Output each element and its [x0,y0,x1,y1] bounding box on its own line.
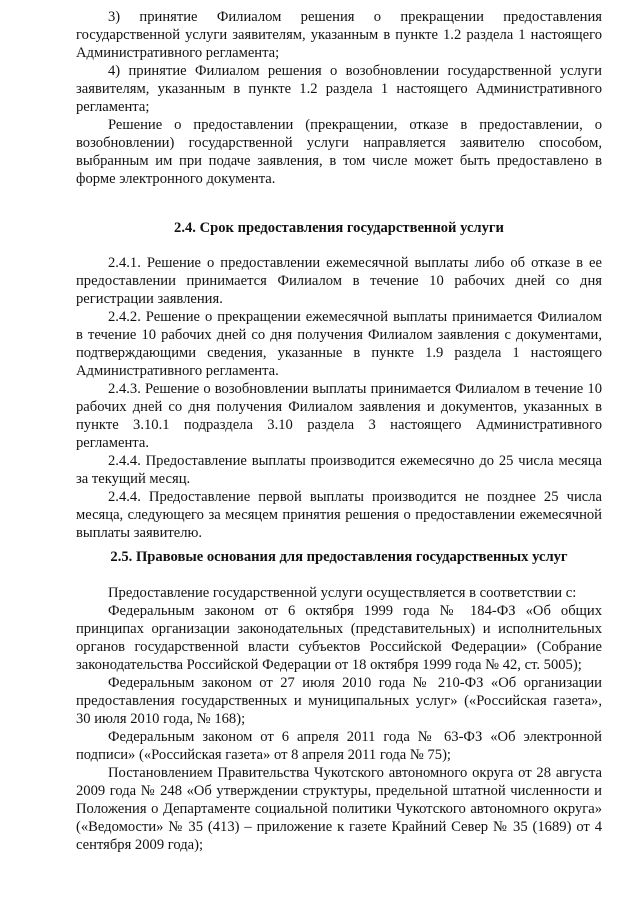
paragraph-decision-delivery: Решение о предоставлении (прекращении, отказе в предоставлении, о возобновлении) государственной услуги направляется заявителю способом, выбранным им при подаче заявления, в том числе может быть предоставлено в форме электронного документа. [76,117,602,187]
section-2-5-body [76,584,602,854]
paragraph-item-3: 3) принятие Филиалом решения о прекращении предоставления государственной услуги заявителям, указанным в пункте 1.2 раздела 1 настоящего Административного регламента; [76,9,602,61]
paragraph-resolution-248: Постановлением Правительства Чукотского автономного округа от 28 августа 2009 года № 248 «Об утверждении структуры, предельной штатной численности и Положения о Департаменте социальной политики Чукотского автономного округа» («Ведомости» № 35 (413) – приложение к газете Крайний Север № 35 (1689) от 4 сентября 2009 года); [76,765,602,853]
paragraph-2-4-4-first-payment: 2.4.4. Предоставление первой выплаты производится не позднее 25 числа месяца, следующего за месяцем принятия решения о предоставлении ежемесячной выплаты заявителю. [76,489,602,541]
paragraph-2-5-intro: Предоставление государственной услуги осуществляется в соответствии с: [108,585,577,601]
paragraph-law-184: Федеральным законом от 6 октября 1999 года № 184-ФЗ «Об общих принципах организации законодательных (представительных) и исполнительных органов государственной власти субъектов Российской Федерации» (Собрание законодательства Российской Федерации от 18 октября 1999 года № 42, ст. 5005); [76,603,602,673]
section-2-4-body [76,254,602,542]
paragraph-law-63: Федеральным законом от 6 апреля 2011 года № 63-ФЗ «Об электронной подписи» («Российская газета» от 8 апреля 2011 года № 75); [76,729,602,763]
paragraph-2-4-4: 2.4.4. Предоставление выплаты производится ежемесячно до 25 числа месяца за текущий месяц. [76,453,602,487]
paragraph-2-4-2: 2.4.2. Решение о прекращении ежемесячной выплаты принимается Филиалом в течение 10 рабочих дней со дня получения Филиалом заявления с документами, подтверждающими сведения, указанные в пункте 1.9 раздела 1 настоящего Административного регламента. [76,309,602,379]
intro-block [76,8,602,188]
section-heading-2-4: 2.4. Срок предоставления государственной услуги [174,220,504,236]
section-heading-2-5: 2.5. Правовые основания для предоставления государственных услуг [110,549,568,565]
paragraph-2-4-3: 2.4.3. Решение о возобновлении выплаты принимается Филиалом в течение 10 рабочих дней со дня получения Филиалом заявления и документов, указанных в пункте 3.10.1 подраздела 3.10 раздела 3 настоящего Административного регламента. [76,381,602,451]
paragraph-item-4: 4) принятие Филиалом решения о возобновлении государственной услуги заявителям, указанным в пункте 1.2 раздела 1 настоящего Административного регламента; [76,63,602,115]
paragraph-2-4-1: 2.4.1. Решение о предоставлении ежемесячной выплаты либо об отказе в ее предоставлении принимается Филиалом в течение 10 рабочих дней со дня регистрации заявления. [76,255,602,307]
paragraph-law-210: Федеральным законом от 27 июля 2010 года № 210-ФЗ «Об организации предоставления государственных и муниципальных услуг» («Российская газета», 30 июля 2010 года, № 168); [76,675,602,727]
